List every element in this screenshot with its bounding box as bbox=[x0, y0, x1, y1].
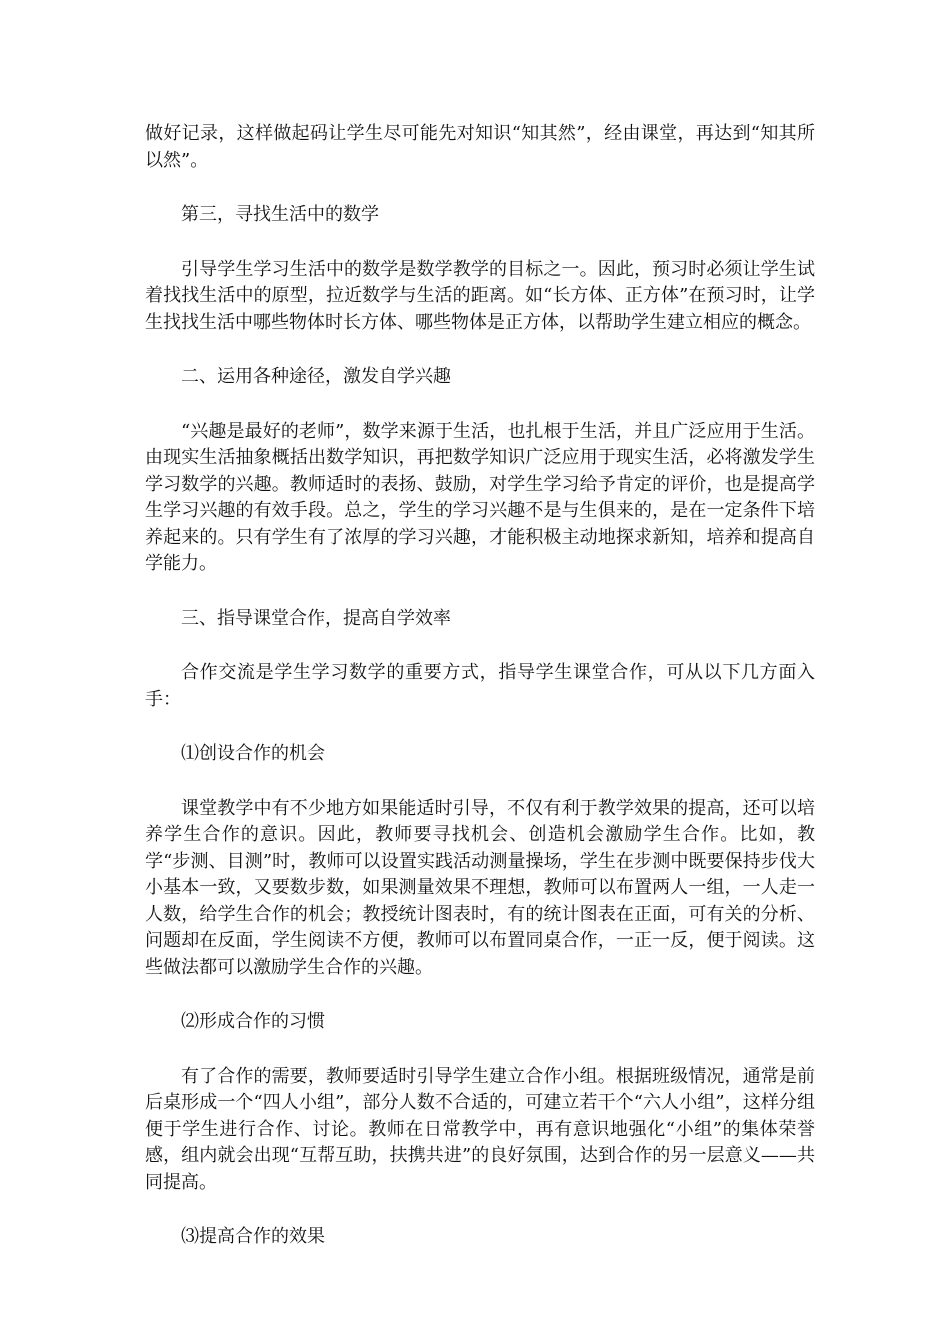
section-heading-find-math-in-life: 第三，寻找生活中的数学 bbox=[181, 204, 379, 225]
paragraph-interest: “兴趣是最好的老师”，数学来源于生活，也扎根于生活，并且广泛应用于生活。由现实生活抽象概括出数学知识，再把数学知识广泛应用于现实生活，必将激发学生学习数学的兴趣。教师适时的表扬、鼓励，对学生学习给予肯定的评价，也是提高学生学习兴趣的有效手段。总之，学生的学习兴趣不是与生俱来的，是在一定条件下培养起来的。只有学生有了浓厚的学习兴趣，才能积极主动地探求新知，培养和提高自学能力。 bbox=[145, 420, 815, 574]
document-body bbox=[145, 121, 815, 1279]
section-heading-interest: 二、运用各种途径，激发自学兴趣 bbox=[181, 366, 451, 387]
paragraph-form-habit: 有了合作的需要，教师要适时引导学生建立合作小组。根据班级情况，通常是前后桌形成一个“四人小组”，部分人数不合适的，可建立若干个“六人小组”，这样分组便于学生进行合作、讨论。教师在日常教学中，再有意识地强化“小组”的集体荣誉感，组内就会出现“互帮互助，扶携共进”的良好氛围，达到合作的另一层意义——共同提高。 bbox=[145, 1065, 815, 1193]
paragraph-continuation: 做好记录，这样做起码让学生尽可能先对知识“知其然”，经由课堂，再达到“知其所以然”。 bbox=[145, 123, 815, 171]
subheading-create-opportunity: ⑴创设合作的机会 bbox=[181, 743, 325, 764]
subheading-improve-effect: ⑶提高合作的效果 bbox=[181, 1226, 325, 1247]
paragraph-create-opportunity: 课堂教学中有不少地方如果能适时引导，不仅有利于教学效果的提高，还可以培养学生合作的意识。因此，教师要寻找机会、创造机会激励学生合作。比如，教学“步测、目测”时，教师可以设置实践活动测量操场，学生在步测中既要保持步伐大小基本一致，又要数步数，如果测量效果不理想，教师可以布置两人一组，一人走一人数，给学生合作的机会；教授统计图表时，有的统计图表在正面，可有关的分析、问题却在反面，学生阅读不方便，教师可以布置同桌合作，一正一反，便于阅读。这些做法都可以激励学生合作的兴趣。 bbox=[145, 797, 815, 978]
paragraph-cooperation-intro: 合作交流是学生学习数学的重要方式，指导学生课堂合作，可从以下几方面入手： bbox=[145, 662, 815, 710]
paragraph-life-math: 引导学生学习生活中的数学是数学教学的目标之一。因此，预习时必须让学生试着找找生活中的原型，拉近数学与生活的距离。如“长方体、正方体”在预习时，让学生找找生活中哪些物体时长方体、哪些物体是正方体，以帮助学生建立相应的概念。 bbox=[145, 258, 815, 333]
subheading-form-habit: ⑵形成合作的习惯 bbox=[181, 1011, 325, 1032]
section-heading-cooperation: 三、指导课堂合作，提高自学效率 bbox=[181, 607, 451, 629]
